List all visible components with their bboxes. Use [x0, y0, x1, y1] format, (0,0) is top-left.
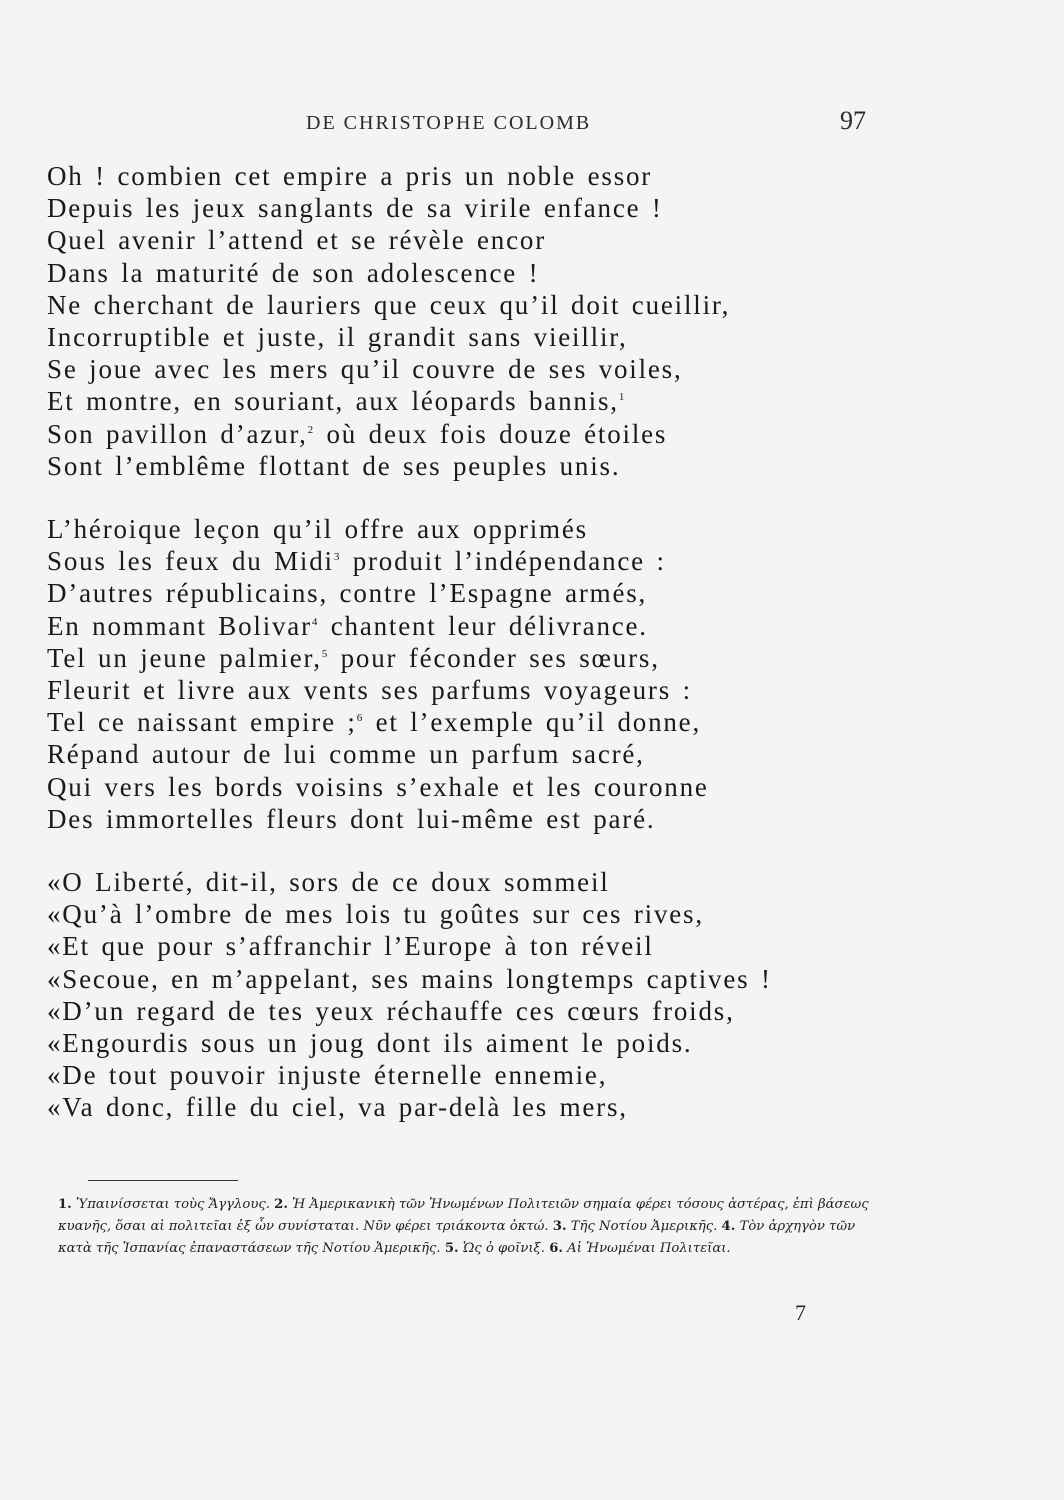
verse: Incorruptible et juste, il grandit sans vieillir,	[47, 322, 628, 353]
verse	[47, 610, 847, 642]
footnote-ref: 2	[307, 423, 315, 436]
verse-text: chantent leur délivrance.	[330, 610, 648, 641]
verse-text: Et montre, en souriant, aux léopards bannis,	[47, 386, 619, 417]
verse-text: Tel un jeune palmier,	[47, 642, 322, 673]
verse: Des immortelles fleurs dont lui-même est paré.	[47, 803, 656, 834]
footnote-number: 3.	[552, 1219, 567, 1234]
verse: Quel avenir l’attend et se révèle encor	[47, 225, 546, 256]
footnote-text: Αἱ Ἡνωμέναι Πολιτεῖαι.	[567, 1241, 731, 1256]
footnote-ref: 3	[333, 551, 342, 564]
verse: Dans la maturité de son adolescence !	[47, 257, 540, 288]
page-number: 97	[840, 106, 866, 135]
signature-mark: 7	[795, 1300, 806, 1325]
verse: «Secoue, en m’appelant, ses mains longtemps captives !	[47, 963, 772, 994]
verse	[47, 642, 847, 674]
footnote-number: 5.	[444, 1241, 459, 1256]
footnote-ref: 5	[321, 647, 330, 660]
verse: Depuis les jeux sanglants de sa virile enfance !	[47, 193, 663, 224]
running-title: DE CHRISTOPHE COLOMB	[306, 112, 592, 134]
verse	[47, 385, 847, 417]
verse-text: Son pavillon d’azur,	[47, 418, 308, 449]
verse: Qui vers les bords voisins s’exhale et les couronne	[47, 771, 709, 802]
verse: D’autres républicains, contre l’Espagne armés,	[47, 578, 648, 609]
footnote-number: 2.	[274, 1197, 288, 1212]
verse: Sont l’emblême flottant de ses peuples unis.	[47, 450, 621, 481]
poem	[47, 160, 847, 1124]
verse-text: produit l’indépendance :	[352, 546, 666, 577]
footnote-number: 1.	[58, 1197, 72, 1212]
footnote-number: 4.	[721, 1219, 736, 1234]
verse-text: En nommant Bolivar	[47, 610, 312, 641]
footnote-text: Τὸν ἀρχηγὸν τῶν κατὰ τῆς Ἱσπανίας ἐπαναστάσεων τῆς Νοτίου Ἀμερικῆς.	[58, 1219, 856, 1256]
verse-text: Tel ce naissant empire ;	[47, 707, 357, 738]
verse: Oh ! combien cet empire a pris un noble essor	[47, 161, 653, 191]
verse: «De tout pouvoir injuste éternelle ennemie,	[47, 1060, 608, 1091]
verse: «Qu’à l’ombre de mes lois tu goûtes sur ces rives,	[47, 899, 704, 930]
verse	[47, 545, 847, 577]
verse: «O Liberté, dit-il, sors de ce doux sommeil	[47, 867, 610, 898]
verse-text: et l’exemple qu’il donne,	[375, 707, 702, 738]
footnote-ref: 1	[618, 391, 627, 404]
verse: Ne cherchant de lauriers que ceux qu’il doit cueillir,	[47, 289, 731, 320]
verse: «Et que pour s’affranchir l’Europe à ton réveil	[47, 931, 654, 962]
footnote-rule	[88, 1180, 238, 1181]
footnotes	[58, 1194, 888, 1260]
footnote-text: Ὡς ὁ φοῖνιξ.	[462, 1241, 545, 1256]
stanza-3	[47, 866, 847, 1124]
footnote-text: Ἡ Ἀμερικανικὴ τῶν Ἡνωμένων Πολιτειῶν σημαία φέρει τόσους ἀστέρας, ἐπὶ βάσεως κυανῆς, ὅσαι αἱ πολιτεῖαι ἐξ ὧν συνίσταται. Νῦν φέρει τριάκοντα ὀκτώ.	[58, 1197, 869, 1234]
footnote-text: Τῆς Νοτίου Ἀμερικῆς.	[570, 1219, 718, 1234]
verse	[47, 418, 847, 450]
verse: Fleurit et livre aux vents ses parfums voyageurs :	[47, 675, 692, 706]
verse-text: où deux fois douze étoiles	[326, 418, 668, 449]
footnote-ref: 6	[356, 712, 365, 725]
verse: «Engourdis sous un joug dont ils aiment le poids.	[47, 1028, 693, 1059]
verse: Répand autour de lui comme un parfum sacré,	[47, 739, 645, 770]
stanza-1	[47, 160, 847, 482]
footnote-number: 6.	[549, 1241, 563, 1256]
verse-text: pour féconder ses sœurs,	[340, 642, 660, 673]
footnote-ref: 4	[311, 615, 320, 628]
verse: L’héroique leçon qu’il offre aux opprimés	[47, 514, 588, 545]
verse: «D’un regard de tes yeux réchauffe ces cœurs froids,	[47, 995, 735, 1026]
verse: «Va donc, fille du ciel, va par-delà les mers,	[47, 1092, 628, 1123]
footnote-text: Ὑπαινίσσεται τοὺς Ἄγγλους.	[75, 1197, 270, 1212]
verse-text: Sous les feux du Midi	[47, 546, 334, 577]
verse	[47, 706, 847, 738]
stanza-2	[47, 513, 847, 835]
verse: Se joue avec les mers qu’il couvre de ses voiles,	[47, 354, 683, 385]
